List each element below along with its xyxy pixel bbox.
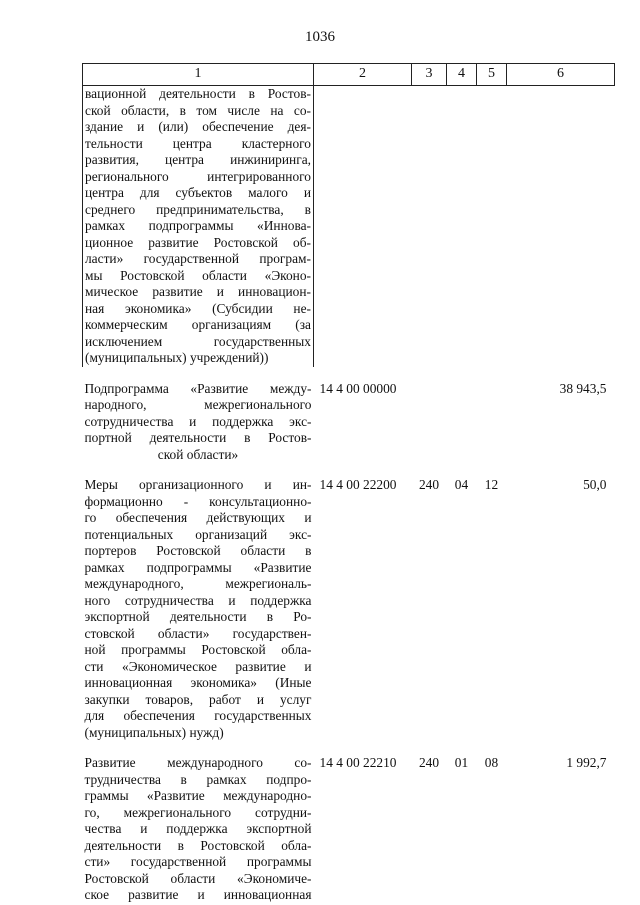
header-col-3: 3 [412, 64, 447, 86]
text-line: инновационная экономика» (Иные [84, 675, 312, 690]
row-sum-cell: 1 992,7 [566, 755, 607, 770]
row-code-cell: 14 4 00 22210 [319, 755, 397, 770]
text-line: вационной деятельности в Ростов- [85, 86, 311, 101]
row-vr-cell [412, 381, 447, 464]
text-line: формационно - консультационно- [84, 493, 312, 509]
text-line: среднего предпринимательства, в [85, 201, 311, 217]
text-line: (муниципальных) учреждений)) [85, 350, 269, 365]
row-vr-cell [412, 86, 447, 367]
text-line: портной деятельности в Ростов- [84, 430, 312, 445]
text-line: здание и (или) обеспечение дея- [85, 119, 311, 134]
text-line: трудничества в рамках подпро- [84, 771, 312, 787]
text-line: деятельности в Ростовской обла- [84, 837, 312, 853]
text-line: развития, центра инжиниринга, [85, 152, 311, 167]
text-line: ционное развитие Ростовской об- [85, 234, 311, 250]
header-col-5: 5 [477, 64, 507, 86]
text-line: тельности центра кластерного [85, 135, 311, 151]
text-line: закупки товаров, работ и услуг [84, 691, 312, 707]
text-line: сти» государственной программы [84, 854, 312, 869]
text-line: Развитие международного со- [84, 755, 312, 770]
table-body [83, 86, 615, 904]
text-line: потенциальных организаций экс- [84, 526, 312, 542]
row-code-cell [314, 86, 412, 367]
text-line: для обеспечения государственных [84, 708, 312, 723]
text-line: сти «Экономическое развитие и [84, 658, 312, 674]
row-vr-cell: 240 [418, 755, 440, 770]
header-col-1: 1 [83, 64, 314, 86]
text-line: ской области, в том числе на со- [85, 102, 311, 118]
row-rz-cell: 04 [454, 477, 469, 492]
text-line: стовской области» государствен- [84, 625, 312, 641]
text-line: мическое развитие и инновацион- [85, 284, 311, 299]
row-pr-cell: 08 [484, 755, 499, 770]
table-row [83, 477, 615, 741]
text-line: Ростовской области «Экономиче- [84, 870, 312, 886]
text-line: чества и поддержка экспортной [84, 821, 312, 836]
text-line: рамках подпрограммы «Иннова- [85, 218, 311, 233]
text-line: граммы «Развитие международно- [84, 788, 312, 803]
text-line: ское развитие и инновационная [84, 887, 312, 902]
row-pr-cell [477, 381, 507, 464]
text-line: ная экономика» (Субсидии не- [85, 300, 311, 316]
table-row [83, 755, 615, 904]
row-rz-cell [447, 381, 477, 464]
table-row [83, 381, 615, 464]
row-spacer [83, 463, 615, 477]
row-spacer [83, 741, 615, 755]
text-line: центра для субъектов малого и [85, 185, 311, 200]
text-line: Подпрограмма «Развитие между- [84, 380, 312, 396]
table-row [83, 86, 615, 367]
row-pr-cell [477, 86, 507, 367]
text-line: народного, межрегионального [84, 397, 312, 412]
text-line: сотрудничества и поддержка экс- [84, 413, 312, 429]
text-line: экспортной деятельности в Ро- [84, 609, 312, 624]
row-name-cell [83, 477, 314, 741]
text-line: мы Ростовской области «Эконо- [85, 267, 311, 283]
row-name-cell [83, 86, 314, 367]
text-line: го, межрегионального сотрудни- [84, 804, 312, 820]
header-col-4: 4 [447, 64, 477, 86]
text-line: ного сотрудничества и поддержка [84, 592, 312, 608]
text-line: исключением государственных [85, 333, 311, 349]
text-line: международного, межрегиональ- [84, 576, 312, 591]
text-line: регионального интегрированного [85, 168, 311, 184]
header-row [83, 64, 615, 86]
text-line: портеров Ростовской области в [84, 543, 312, 558]
header-col-6: 6 [507, 64, 615, 86]
row-code-cell: 14 4 00 00000 [319, 380, 397, 396]
text-line: ласти» государственной програм- [85, 251, 311, 266]
text-line: ской области» [157, 446, 239, 462]
text-line: Меры организационного и ин- [84, 477, 312, 492]
row-name-cell [83, 381, 314, 464]
row-rz-cell: 01 [454, 755, 469, 770]
row-sum-cell: 38 943,5 [559, 380, 607, 396]
table-header [83, 64, 615, 86]
text-line: го обеспечения действующих и [84, 510, 312, 525]
text-line: рамках подпрограммы «Развитие [84, 559, 312, 575]
text-line: коммерческим организациям (за [85, 317, 311, 332]
header-col-2: 2 [314, 64, 412, 86]
row-sum-cell: 50,0 [583, 477, 607, 492]
row-code-cell: 14 4 00 22200 [319, 477, 397, 492]
row-vr-cell: 240 [418, 477, 440, 492]
budget-table [82, 63, 615, 904]
row-rz-cell [447, 86, 477, 367]
page-number: 1036 [305, 29, 335, 45]
row-pr-cell: 12 [484, 477, 499, 492]
text-line: (муниципальных) нужд) [84, 724, 224, 740]
row-name-cell [83, 755, 314, 904]
row-spacer [83, 367, 615, 381]
text-line: ной программы Ростовской обла- [84, 642, 312, 657]
row-sum-cell [507, 86, 615, 367]
